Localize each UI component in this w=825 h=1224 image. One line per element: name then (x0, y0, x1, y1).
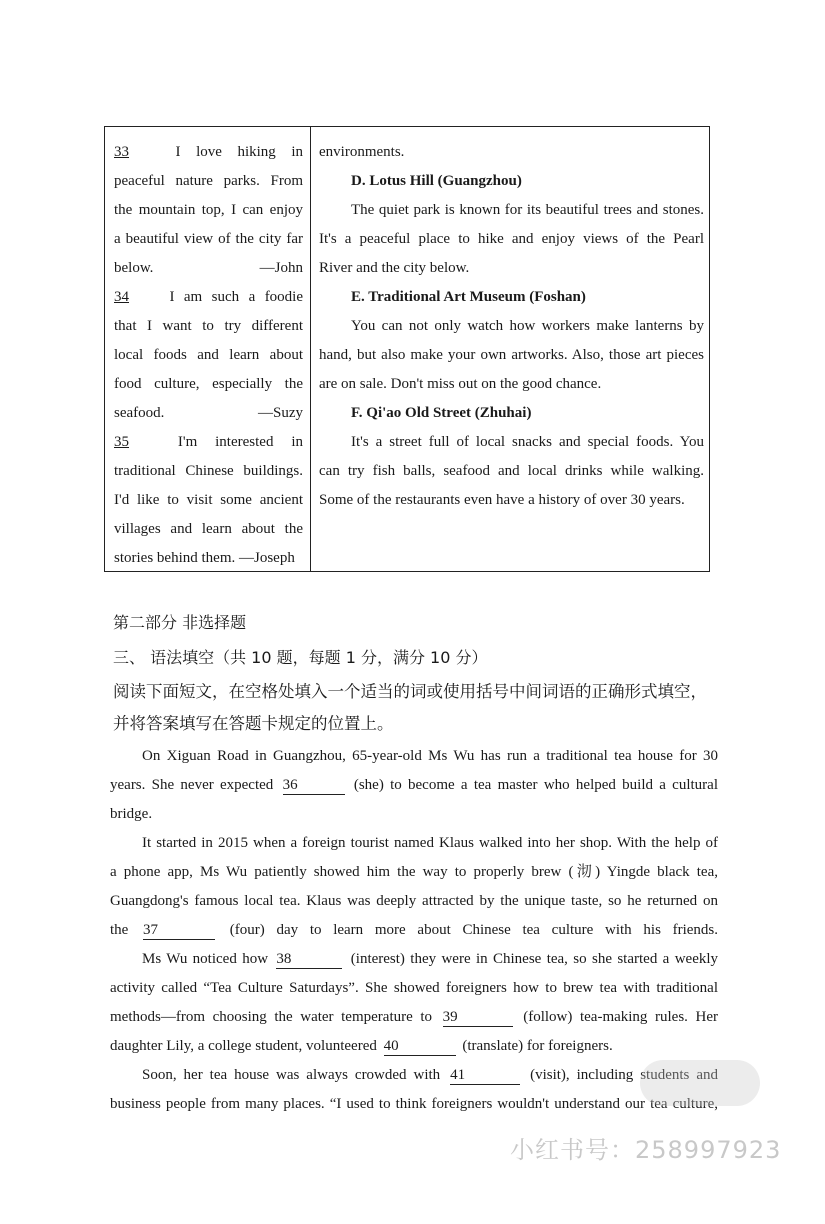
text-line: can try fish balls, seafood and local drinks while walking. (319, 463, 704, 479)
text-line: You can not only watch how workers make lanterns by (351, 318, 704, 334)
text-line: I'd like to visit some ancient (114, 492, 303, 508)
instruction-line: 并将答案填写在答题卡规定的位置上。 (113, 714, 394, 733)
passage-line: business people from many places. “I used to think foreigners wouldn't understand our tea culture, (110, 1096, 718, 1112)
text-line: stories behind them. —Joseph (114, 550, 295, 566)
passage-line: methods—from choosing the water temperature to 39 (follow) tea-making rules. Her (110, 1009, 719, 1025)
text-line: villages and learn about the (114, 521, 303, 537)
spot-title-e: E. Traditional Art Museum (Foshan) (351, 289, 586, 305)
text-line: the mountain top, I can enjoy (114, 202, 303, 218)
places-column (319, 138, 704, 515)
section-heading: 三、 语法填空（共 10 题，每题 1 分，满分 10 分） (113, 648, 488, 667)
answer-blank-38[interactable]: 38 (276, 950, 342, 969)
answer-blank-40[interactable]: 40 (384, 1037, 456, 1056)
text-line: a beautiful view of the city far (114, 231, 303, 247)
answer-blank-34[interactable]: 34 (114, 289, 129, 305)
passage-line: Soon, her tea house was always crowded with 41 (visit), including students and (142, 1067, 718, 1083)
person-35-line: 35 I'm interested in (114, 428, 303, 457)
text-line: It's a street full of local snacks and special foods. You (351, 434, 704, 450)
text-line: hand, but also make your own artworks. Also, those art pieces (319, 347, 704, 363)
text-line: traditional Chinese buildings. (114, 463, 303, 479)
passage-line: Guangdong's famous local tea. Klaus was deeply attracted by the unique taste, so he returned on (110, 893, 718, 909)
table-divider (310, 127, 311, 571)
part-heading: 第二部分 非选择题 (113, 613, 247, 632)
text-line: The quiet park is known for its beautiful trees and stones. (351, 202, 704, 218)
answer-blank-35[interactable]: 35 (114, 434, 129, 450)
passage-line: bridge. (110, 806, 153, 822)
text-line: below. —John (114, 254, 303, 283)
person-34-line: 34 I am such a foodie (114, 283, 303, 312)
reading-match-table (104, 126, 710, 572)
spot-title-d: D. Lotus Hill (Guangzhou) (351, 173, 522, 189)
people-column (114, 138, 303, 573)
text-line: environments. (319, 144, 405, 160)
text-line: peaceful nature parks. From (114, 173, 303, 189)
text-line: seafood. —Suzy (114, 399, 303, 428)
watermark-text: 小红书号：258997923 (510, 1136, 782, 1164)
text-line: food culture, especially the (114, 376, 303, 392)
text-line: local foods and learn about (114, 347, 303, 363)
answer-blank-33[interactable]: 33 (114, 144, 129, 160)
grammar-passage (110, 742, 718, 1119)
passage-line: a phone app, Ms Wu patiently showed him the way to properly brew (沏) Yingde black tea, (110, 864, 718, 880)
instruction-line: 阅读下面短文，在空格处填入一个适当的词或使用括号中间词语的正确形式填空， (113, 682, 707, 701)
text-line: are on sale. Don't miss out on the good chance. (319, 376, 602, 392)
text-line: River and the city below. (319, 260, 470, 276)
answer-blank-37[interactable]: 37 (143, 921, 215, 940)
passage-line: years. She never expected 36 (she) to become a tea master who helped build a cultural (110, 777, 718, 793)
passage-line: Ms Wu noticed how 38 (interest) they were in Chinese tea, so she started a weekly (142, 951, 719, 967)
author-suzy: —Suzy (258, 405, 303, 421)
text-line: that I want to try different (114, 318, 303, 334)
passage-line: It started in 2015 when a foreign tourist named Klaus walked into her shop. With the help of (142, 835, 718, 851)
passage-line: the 37 (four) day to learn more about Chinese tea culture with his friends. (110, 922, 719, 938)
spot-title-f: F. Qi'ao Old Street (Zhuhai) (351, 405, 532, 421)
watermark-logo (640, 1060, 760, 1106)
passage-line: daughter Lily, a college student, volunteered 40 (translate) for foreigners. (110, 1038, 613, 1054)
answer-blank-36[interactable]: 36 (283, 776, 345, 795)
answer-blank-39[interactable]: 39 (443, 1008, 513, 1027)
passage-line: activity called “Tea Culture Saturdays”. She showed foreigners how to brew tea with traditional (110, 980, 718, 996)
author-john: —John (259, 260, 303, 276)
answer-blank-41[interactable]: 41 (450, 1066, 520, 1085)
passage-line: On Xiguan Road in Guangzhou, 65-year-old Ms Wu has run a traditional tea house for 30 (142, 748, 718, 764)
text-line: Some of the restaurants even have a history of over 30 years. (319, 492, 685, 508)
text-line: It's a peaceful place to hike and enjoy views of the Pearl (319, 231, 704, 247)
person-33-line: 33 I love hiking in (114, 138, 303, 167)
